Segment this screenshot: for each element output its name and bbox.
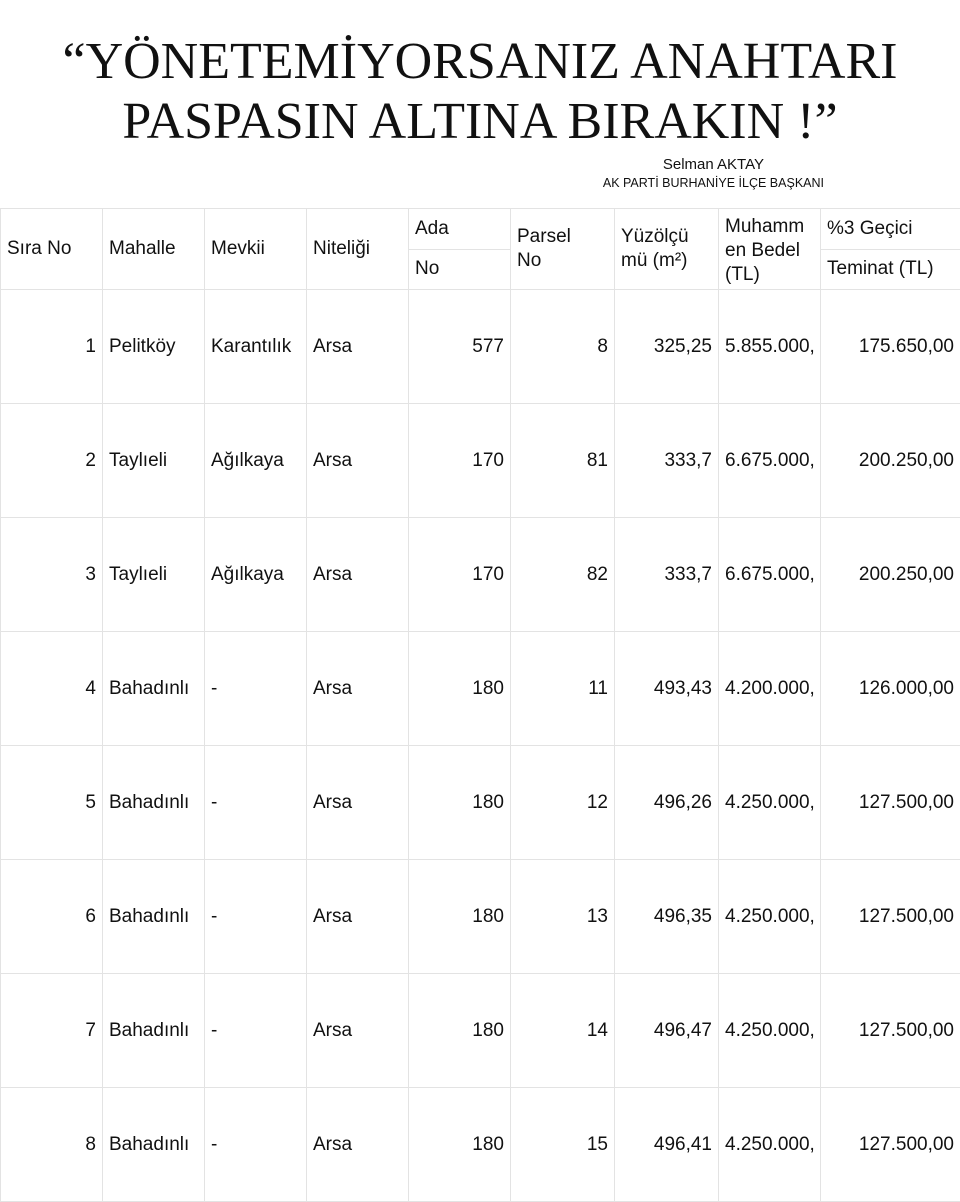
cell-teminat: 127.500,00	[821, 746, 960, 860]
cell-teminat: 127.500,00	[821, 974, 960, 1088]
cell-mevkii: -	[205, 860, 307, 974]
headline-quote	[0, 32, 960, 152]
cell-niteligi: Arsa	[307, 518, 409, 632]
cell-teminat: 126.000,00	[821, 632, 960, 746]
cell-yuzolcumu: 496,35	[615, 860, 719, 974]
cell-mevkii: Ağılkaya	[205, 404, 307, 518]
cell-yuzolcumu: 496,47	[615, 974, 719, 1088]
cell-parsel-no: 13	[511, 860, 615, 974]
header-mahalle: Mahalle	[103, 209, 205, 290]
cell-ada-no: 180	[409, 632, 511, 746]
cell-ada-no: 170	[409, 404, 511, 518]
header-teminat-top: %3 Geçici	[821, 209, 960, 250]
cell-muhammen-bedel: 4.250.000,	[719, 974, 821, 1088]
cell-parsel-no: 8	[511, 290, 615, 404]
author-name: Selman AKTAY	[603, 156, 824, 174]
cell-muhammen-bedel: 6.675.000,	[719, 404, 821, 518]
cell-parsel-no: 14	[511, 974, 615, 1088]
cell-yuzolcumu: 325,25	[615, 290, 719, 404]
header-ada-top: Ada	[409, 209, 511, 250]
cell-teminat: 200.250,00	[821, 404, 960, 518]
cell-ada-no: 180	[409, 746, 511, 860]
cell-mahalle: Bahadınlı	[103, 746, 205, 860]
cell-sira-no: 1	[1, 290, 103, 404]
cell-teminat: 127.500,00	[821, 860, 960, 974]
cell-sira-no: 3	[1, 518, 103, 632]
cell-yuzolcumu: 333,7	[615, 404, 719, 518]
header-teminat-bottom: Teminat (TL)	[821, 249, 960, 290]
cell-muhammen-bedel: 5.855.000,	[719, 290, 821, 404]
cell-mevkii: -	[205, 632, 307, 746]
header-muhammen-bedel	[719, 209, 821, 290]
table-row	[1, 746, 960, 860]
cell-ada-no: 170	[409, 518, 511, 632]
cell-parsel-no: 12	[511, 746, 615, 860]
table-row	[1, 404, 960, 518]
header-parsel-label: Parsel No	[517, 225, 577, 273]
header-sira-no: Sıra No	[1, 209, 103, 290]
cell-mahalle: Bahadınlı	[103, 632, 205, 746]
cell-muhammen-bedel: 4.250.000,	[719, 746, 821, 860]
header-mevkii: Mevkii	[205, 209, 307, 290]
cell-ada-no: 180	[409, 860, 511, 974]
cell-parsel-no: 82	[511, 518, 615, 632]
cell-sira-no: 5	[1, 746, 103, 860]
cell-parsel-no: 11	[511, 632, 615, 746]
cell-mahalle: Bahadınlı	[103, 1088, 205, 1202]
cell-sira-no: 8	[1, 1088, 103, 1202]
cell-niteligi: Arsa	[307, 404, 409, 518]
cell-yuzolcumu: 493,43	[615, 632, 719, 746]
table-row	[1, 632, 960, 746]
cell-parsel-no: 81	[511, 404, 615, 518]
cell-niteligi: Arsa	[307, 1088, 409, 1202]
cell-mahalle: Bahadınlı	[103, 974, 205, 1088]
cell-ada-no: 180	[409, 974, 511, 1088]
cell-teminat: 200.250,00	[821, 518, 960, 632]
cell-mevkii: -	[205, 746, 307, 860]
headline-line-2: PASPASIN ALTINA BIRAKIN !”	[0, 92, 960, 152]
table-row	[1, 1088, 960, 1202]
table-row	[1, 860, 960, 974]
cell-niteligi: Arsa	[307, 290, 409, 404]
header-muhammen-label: Muhamm en Bedel (TL)	[725, 215, 814, 287]
cell-yuzolcumu: 333,7	[615, 518, 719, 632]
cell-muhammen-bedel: 4.200.000,	[719, 632, 821, 746]
headline-line-1: “YÖNETEMİYORSANIZ ANAHTARI	[0, 32, 960, 92]
cell-sira-no: 6	[1, 860, 103, 974]
table-row	[1, 974, 960, 1088]
cell-sira-no: 7	[1, 974, 103, 1088]
cell-yuzolcumu: 496,26	[615, 746, 719, 860]
parcel-table	[0, 208, 960, 1202]
cell-niteligi: Arsa	[307, 632, 409, 746]
cell-ada-no: 180	[409, 1088, 511, 1202]
cell-parsel-no: 15	[511, 1088, 615, 1202]
table-header-row	[1, 209, 960, 250]
cell-muhammen-bedel: 6.675.000,	[719, 518, 821, 632]
cell-mahalle: Bahadınlı	[103, 860, 205, 974]
cell-mevkii: -	[205, 974, 307, 1088]
cell-niteligi: Arsa	[307, 860, 409, 974]
header-yuzolcumu-label: Yüzölçü mü (m²)	[621, 225, 701, 273]
cell-ada-no: 577	[409, 290, 511, 404]
header-yuzolcumu	[615, 209, 719, 290]
header-niteligi: Niteliği	[307, 209, 409, 290]
header-parsel-no	[511, 209, 615, 290]
cell-teminat: 127.500,00	[821, 1088, 960, 1202]
header-ada-bottom: No	[409, 249, 511, 290]
cell-mevkii: Ağılkaya	[205, 518, 307, 632]
cell-muhammen-bedel: 4.250.000,	[719, 860, 821, 974]
quote-attribution	[603, 156, 824, 192]
cell-muhammen-bedel: 4.250.000,	[719, 1088, 821, 1202]
cell-niteligi: Arsa	[307, 746, 409, 860]
cell-sira-no: 4	[1, 632, 103, 746]
cell-yuzolcumu: 496,41	[615, 1088, 719, 1202]
cell-mevkii: Karantılık	[205, 290, 307, 404]
table-row	[1, 290, 960, 404]
author-role: AK PARTİ BURHANİYE İLÇE BAŞKANI	[603, 174, 824, 192]
cell-niteligi: Arsa	[307, 974, 409, 1088]
cell-mevkii: -	[205, 1088, 307, 1202]
cell-teminat: 175.650,00	[821, 290, 960, 404]
cell-mahalle: Pelitköy	[103, 290, 205, 404]
cell-mahalle: Taylıeli	[103, 404, 205, 518]
cell-sira-no: 2	[1, 404, 103, 518]
table-row	[1, 518, 960, 632]
cell-mahalle: Taylıeli	[103, 518, 205, 632]
